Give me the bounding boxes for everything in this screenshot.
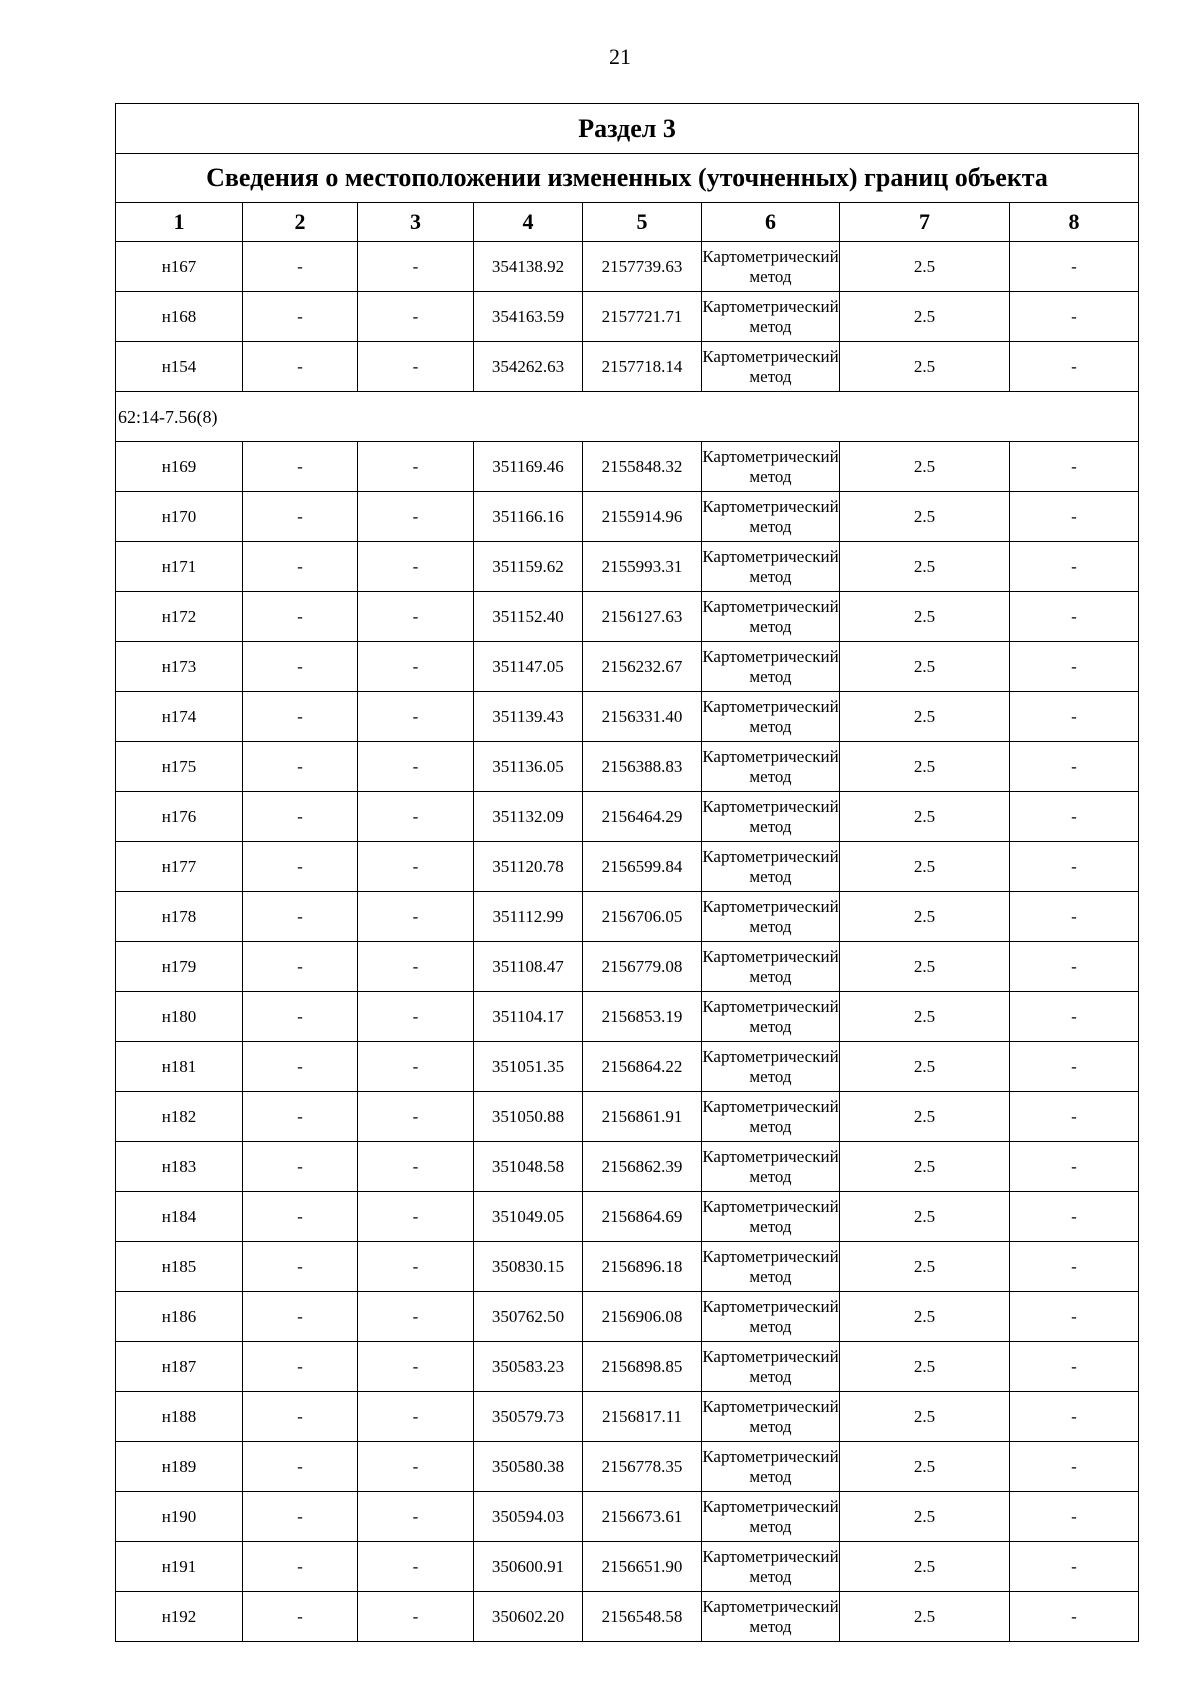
- table-row: [116, 892, 1139, 942]
- accuracy-cell: 2.5: [840, 542, 1010, 592]
- col2-cell: -: [243, 1342, 358, 1392]
- y-coordinate-cell: 2157739.63: [583, 242, 702, 292]
- col2-cell: -: [243, 1492, 358, 1542]
- y-coordinate-cell: 2156864.22: [583, 1042, 702, 1092]
- y-coordinate-cell: 2156673.61: [583, 1492, 702, 1542]
- y-coordinate-cell: 2156862.39: [583, 1142, 702, 1192]
- col3-cell: -: [358, 1042, 474, 1092]
- y-coordinate-cell: 2156896.18: [583, 1242, 702, 1292]
- col2-cell: -: [243, 642, 358, 692]
- method-cell: Картометрический метод: [702, 792, 840, 842]
- col3-cell: -: [358, 292, 474, 342]
- column-number: 4: [474, 203, 583, 242]
- col8-cell: -: [1010, 1542, 1139, 1592]
- table-row: [116, 692, 1139, 742]
- accuracy-cell: 2.5: [840, 342, 1010, 392]
- col2-cell: -: [243, 1392, 358, 1442]
- x-coordinate-cell: 351050.88: [474, 1092, 583, 1142]
- table-row: [116, 1542, 1139, 1592]
- y-coordinate-cell: 2156651.90: [583, 1542, 702, 1592]
- col2-cell: -: [243, 592, 358, 642]
- y-coordinate-cell: 2156853.19: [583, 992, 702, 1042]
- col8-cell: -: [1010, 592, 1139, 642]
- y-coordinate-cell: 2156861.91: [583, 1092, 702, 1142]
- col8-cell: -: [1010, 842, 1139, 892]
- method-cell: Картометрический метод: [702, 542, 840, 592]
- y-coordinate-cell: 2156864.69: [583, 1192, 702, 1242]
- col2-cell: -: [243, 292, 358, 342]
- point-number-cell: н178: [116, 892, 243, 942]
- section-subtitle: Сведения о местоположении измененных (уточненных) границ объекта: [116, 154, 1139, 203]
- col8-cell: -: [1010, 1242, 1139, 1292]
- section-title-row: [116, 104, 1139, 154]
- point-number-cell: н177: [116, 842, 243, 892]
- col3-cell: -: [358, 642, 474, 692]
- col8-cell: -: [1010, 642, 1139, 692]
- x-coordinate-cell: 354163.59: [474, 292, 583, 342]
- x-coordinate-cell: 351051.35: [474, 1042, 583, 1092]
- method-cell: Картометрический метод: [702, 1342, 840, 1392]
- col8-cell: -: [1010, 342, 1139, 392]
- col8-cell: -: [1010, 242, 1139, 292]
- method-cell: Картометрический метод: [702, 742, 840, 792]
- col2-cell: -: [243, 342, 358, 392]
- accuracy-cell: 2.5: [840, 492, 1010, 542]
- column-number: 1: [116, 203, 243, 242]
- accuracy-cell: 2.5: [840, 292, 1010, 342]
- method-cell: Картометрический метод: [702, 892, 840, 942]
- col8-cell: -: [1010, 1042, 1139, 1092]
- method-cell: Картометрический метод: [702, 492, 840, 542]
- col3-cell: -: [358, 492, 474, 542]
- col8-cell: -: [1010, 1592, 1139, 1642]
- column-number: 2: [243, 203, 358, 242]
- accuracy-cell: 2.5: [840, 1192, 1010, 1242]
- y-coordinate-cell: 2157718.14: [583, 342, 702, 392]
- x-coordinate-cell: 351169.46: [474, 442, 583, 492]
- table-row: [116, 642, 1139, 692]
- y-coordinate-cell: 2156127.63: [583, 592, 702, 642]
- section-title: Раздел 3: [116, 104, 1139, 154]
- col3-cell: -: [358, 1292, 474, 1342]
- col8-cell: -: [1010, 442, 1139, 492]
- x-coordinate-cell: 350600.91: [474, 1542, 583, 1592]
- accuracy-cell: 2.5: [840, 1392, 1010, 1442]
- col2-cell: -: [243, 842, 358, 892]
- col3-cell: -: [358, 1592, 474, 1642]
- col3-cell: -: [358, 1442, 474, 1492]
- col3-cell: -: [358, 342, 474, 392]
- accuracy-cell: 2.5: [840, 642, 1010, 692]
- accuracy-cell: 2.5: [840, 1442, 1010, 1492]
- point-number-cell: н186: [116, 1292, 243, 1342]
- accuracy-cell: 2.5: [840, 442, 1010, 492]
- y-coordinate-cell: 2156548.58: [583, 1592, 702, 1642]
- y-coordinate-cell: 2156898.85: [583, 1342, 702, 1392]
- col3-cell: -: [358, 1092, 474, 1142]
- col8-cell: -: [1010, 292, 1139, 342]
- col2-cell: -: [243, 1292, 358, 1342]
- x-coordinate-cell: 351136.05: [474, 742, 583, 792]
- point-number-cell: н171: [116, 542, 243, 592]
- col2-cell: -: [243, 1242, 358, 1292]
- accuracy-cell: 2.5: [840, 1092, 1010, 1142]
- method-cell: Картометрический метод: [702, 1442, 840, 1492]
- point-number-cell: н154: [116, 342, 243, 392]
- col8-cell: -: [1010, 742, 1139, 792]
- method-cell: Картометрический метод: [702, 1592, 840, 1642]
- x-coordinate-cell: 351147.05: [474, 642, 583, 692]
- col2-cell: -: [243, 1042, 358, 1092]
- method-cell: Картометрический метод: [702, 592, 840, 642]
- col3-cell: -: [358, 942, 474, 992]
- y-coordinate-cell: 2156706.05: [583, 892, 702, 942]
- point-number-cell: н170: [116, 492, 243, 542]
- x-coordinate-cell: 351049.05: [474, 1192, 583, 1242]
- col8-cell: -: [1010, 1192, 1139, 1242]
- col3-cell: -: [358, 842, 474, 892]
- x-coordinate-cell: 351120.78: [474, 842, 583, 892]
- x-coordinate-cell: 351104.17: [474, 992, 583, 1042]
- col2-cell: -: [243, 1192, 358, 1242]
- point-number-cell: н180: [116, 992, 243, 1042]
- y-coordinate-cell: 2156388.83: [583, 742, 702, 792]
- table-row: [116, 542, 1139, 592]
- table-row: [116, 242, 1139, 292]
- col3-cell: -: [358, 742, 474, 792]
- method-cell: Картометрический метод: [702, 842, 840, 892]
- x-coordinate-cell: 350580.38: [474, 1442, 583, 1492]
- point-number-cell: н187: [116, 1342, 243, 1392]
- y-coordinate-cell: 2156906.08: [583, 1292, 702, 1342]
- col2-cell: -: [243, 992, 358, 1042]
- method-cell: Картометрический метод: [702, 1092, 840, 1142]
- table-row: [116, 842, 1139, 892]
- point-number-cell: н188: [116, 1392, 243, 1442]
- col2-cell: -: [243, 542, 358, 592]
- point-number-cell: н175: [116, 742, 243, 792]
- x-coordinate-cell: 351132.09: [474, 792, 583, 842]
- point-number-cell: н183: [116, 1142, 243, 1192]
- accuracy-cell: 2.5: [840, 1242, 1010, 1292]
- method-cell: Картометрический метод: [702, 1142, 840, 1192]
- method-cell: Картометрический метод: [702, 1042, 840, 1092]
- col2-cell: -: [243, 492, 358, 542]
- x-coordinate-cell: 351108.47: [474, 942, 583, 992]
- x-coordinate-cell: 350762.50: [474, 1292, 583, 1342]
- method-cell: Картометрический метод: [702, 1242, 840, 1292]
- col2-cell: -: [243, 242, 358, 292]
- column-number-row: [116, 203, 1139, 242]
- x-coordinate-cell: 351152.40: [474, 592, 583, 642]
- col2-cell: -: [243, 942, 358, 992]
- column-number: 5: [583, 203, 702, 242]
- table-row: [116, 1592, 1139, 1642]
- x-coordinate-cell: 350579.73: [474, 1392, 583, 1442]
- col3-cell: -: [358, 1192, 474, 1242]
- y-coordinate-cell: 2156232.67: [583, 642, 702, 692]
- accuracy-cell: 2.5: [840, 1292, 1010, 1342]
- accuracy-cell: 2.5: [840, 1542, 1010, 1592]
- parcel-group-row: [116, 392, 1139, 442]
- table-row: [116, 492, 1139, 542]
- table-row: [116, 792, 1139, 842]
- method-cell: Картометрический метод: [702, 1492, 840, 1542]
- accuracy-cell: 2.5: [840, 742, 1010, 792]
- col8-cell: -: [1010, 542, 1139, 592]
- table-row: [116, 742, 1139, 792]
- x-coordinate-cell: 350583.23: [474, 1342, 583, 1392]
- accuracy-cell: 2.5: [840, 892, 1010, 942]
- point-number-cell: н169: [116, 442, 243, 492]
- table-row: [116, 1292, 1139, 1342]
- method-cell: Картометрический метод: [702, 242, 840, 292]
- col2-cell: -: [243, 1592, 358, 1642]
- method-cell: Картометрический метод: [702, 1192, 840, 1242]
- method-cell: Картометрический метод: [702, 992, 840, 1042]
- col2-cell: -: [243, 742, 358, 792]
- point-number-cell: н189: [116, 1442, 243, 1492]
- x-coordinate-cell: 350594.03: [474, 1492, 583, 1542]
- col3-cell: -: [358, 1542, 474, 1592]
- table-row: [116, 942, 1139, 992]
- accuracy-cell: 2.5: [840, 792, 1010, 842]
- accuracy-cell: 2.5: [840, 1492, 1010, 1542]
- col3-cell: -: [358, 242, 474, 292]
- col2-cell: -: [243, 1142, 358, 1192]
- col8-cell: -: [1010, 492, 1139, 542]
- y-coordinate-cell: 2156464.29: [583, 792, 702, 842]
- section-subtitle-row: [116, 154, 1139, 203]
- col8-cell: -: [1010, 1292, 1139, 1342]
- x-coordinate-cell: 351159.62: [474, 542, 583, 592]
- table-row: [116, 1492, 1139, 1542]
- x-coordinate-cell: 354262.63: [474, 342, 583, 392]
- accuracy-cell: 2.5: [840, 592, 1010, 642]
- point-number-cell: н168: [116, 292, 243, 342]
- y-coordinate-cell: 2155993.31: [583, 542, 702, 592]
- method-cell: Картометрический метод: [702, 692, 840, 742]
- col3-cell: -: [358, 892, 474, 942]
- table-row: [116, 1392, 1139, 1442]
- point-number-cell: н173: [116, 642, 243, 692]
- point-number-cell: н182: [116, 1092, 243, 1142]
- col3-cell: -: [358, 792, 474, 842]
- accuracy-cell: 2.5: [840, 1142, 1010, 1192]
- point-number-cell: н191: [116, 1542, 243, 1592]
- accuracy-cell: 2.5: [840, 942, 1010, 992]
- col3-cell: -: [358, 1142, 474, 1192]
- point-number-cell: н172: [116, 592, 243, 642]
- point-number-cell: н192: [116, 1592, 243, 1642]
- col3-cell: -: [358, 1242, 474, 1292]
- x-coordinate-cell: 351139.43: [474, 692, 583, 742]
- col8-cell: -: [1010, 992, 1139, 1042]
- method-cell: Картометрический метод: [702, 1542, 840, 1592]
- x-coordinate-cell: 350830.15: [474, 1242, 583, 1292]
- accuracy-cell: 2.5: [840, 1592, 1010, 1642]
- col2-cell: -: [243, 442, 358, 492]
- col3-cell: -: [358, 1342, 474, 1392]
- col2-cell: -: [243, 1092, 358, 1142]
- col8-cell: -: [1010, 1392, 1139, 1442]
- col3-cell: -: [358, 992, 474, 1042]
- col8-cell: -: [1010, 1342, 1139, 1392]
- method-cell: Картометрический метод: [702, 292, 840, 342]
- column-number: 3: [358, 203, 474, 242]
- col8-cell: -: [1010, 1492, 1139, 1542]
- accuracy-cell: 2.5: [840, 1042, 1010, 1092]
- x-coordinate-cell: 351166.16: [474, 492, 583, 542]
- table-row: [116, 292, 1139, 342]
- point-number-cell: н181: [116, 1042, 243, 1092]
- y-coordinate-cell: 2155848.32: [583, 442, 702, 492]
- col3-cell: -: [358, 1392, 474, 1442]
- column-number: 7: [840, 203, 1010, 242]
- col8-cell: -: [1010, 692, 1139, 742]
- table-row: [116, 442, 1139, 492]
- y-coordinate-cell: 2156778.35: [583, 1442, 702, 1492]
- column-number: 6: [702, 203, 840, 242]
- col2-cell: -: [243, 792, 358, 842]
- accuracy-cell: 2.5: [840, 1342, 1010, 1392]
- col8-cell: -: [1010, 1142, 1139, 1192]
- col8-cell: -: [1010, 892, 1139, 942]
- y-coordinate-cell: 2155914.96: [583, 492, 702, 542]
- col3-cell: -: [358, 692, 474, 742]
- x-coordinate-cell: 351112.99: [474, 892, 583, 942]
- col3-cell: -: [358, 542, 474, 592]
- point-number-cell: н174: [116, 692, 243, 742]
- y-coordinate-cell: 2156331.40: [583, 692, 702, 742]
- table-row: [116, 1442, 1139, 1492]
- point-number-cell: н167: [116, 242, 243, 292]
- method-cell: Картометрический метод: [702, 642, 840, 692]
- y-coordinate-cell: 2157721.71: [583, 292, 702, 342]
- table-row: [116, 1242, 1139, 1292]
- table-row: [116, 1042, 1139, 1092]
- page-number: 21: [609, 44, 631, 69]
- col2-cell: -: [243, 692, 358, 742]
- table-row: [116, 342, 1139, 392]
- y-coordinate-cell: 2156599.84: [583, 842, 702, 892]
- method-cell: Картометрический метод: [702, 442, 840, 492]
- table-row: [116, 592, 1139, 642]
- accuracy-cell: 2.5: [840, 692, 1010, 742]
- x-coordinate-cell: 354138.92: [474, 242, 583, 292]
- table-row: [116, 1092, 1139, 1142]
- col2-cell: -: [243, 892, 358, 942]
- col8-cell: -: [1010, 942, 1139, 992]
- col3-cell: -: [358, 592, 474, 642]
- boundary-coordinates-table: [115, 103, 1139, 1642]
- accuracy-cell: 2.5: [840, 842, 1010, 892]
- column-number: 8: [1010, 203, 1139, 242]
- col3-cell: -: [358, 1492, 474, 1542]
- y-coordinate-cell: 2156817.11: [583, 1392, 702, 1442]
- table-row: [116, 992, 1139, 1042]
- col2-cell: -: [243, 1442, 358, 1492]
- parcel-number: 62:14-7.56(8): [116, 392, 1139, 442]
- table-row: [116, 1142, 1139, 1192]
- table-row: [116, 1192, 1139, 1242]
- accuracy-cell: 2.5: [840, 242, 1010, 292]
- col8-cell: -: [1010, 1442, 1139, 1492]
- col2-cell: -: [243, 1542, 358, 1592]
- method-cell: Картометрический метод: [702, 342, 840, 392]
- y-coordinate-cell: 2156779.08: [583, 942, 702, 992]
- point-number-cell: н190: [116, 1492, 243, 1542]
- accuracy-cell: 2.5: [840, 992, 1010, 1042]
- x-coordinate-cell: 350602.20: [474, 1592, 583, 1642]
- point-number-cell: н184: [116, 1192, 243, 1242]
- method-cell: Картометрический метод: [702, 1392, 840, 1442]
- col3-cell: -: [358, 442, 474, 492]
- point-number-cell: н179: [116, 942, 243, 992]
- point-number-cell: н185: [116, 1242, 243, 1292]
- point-number-cell: н176: [116, 792, 243, 842]
- table-row: [116, 1342, 1139, 1392]
- col8-cell: -: [1010, 1092, 1139, 1142]
- method-cell: Картометрический метод: [702, 1292, 840, 1342]
- method-cell: Картометрический метод: [702, 942, 840, 992]
- col8-cell: -: [1010, 792, 1139, 842]
- x-coordinate-cell: 351048.58: [474, 1142, 583, 1192]
